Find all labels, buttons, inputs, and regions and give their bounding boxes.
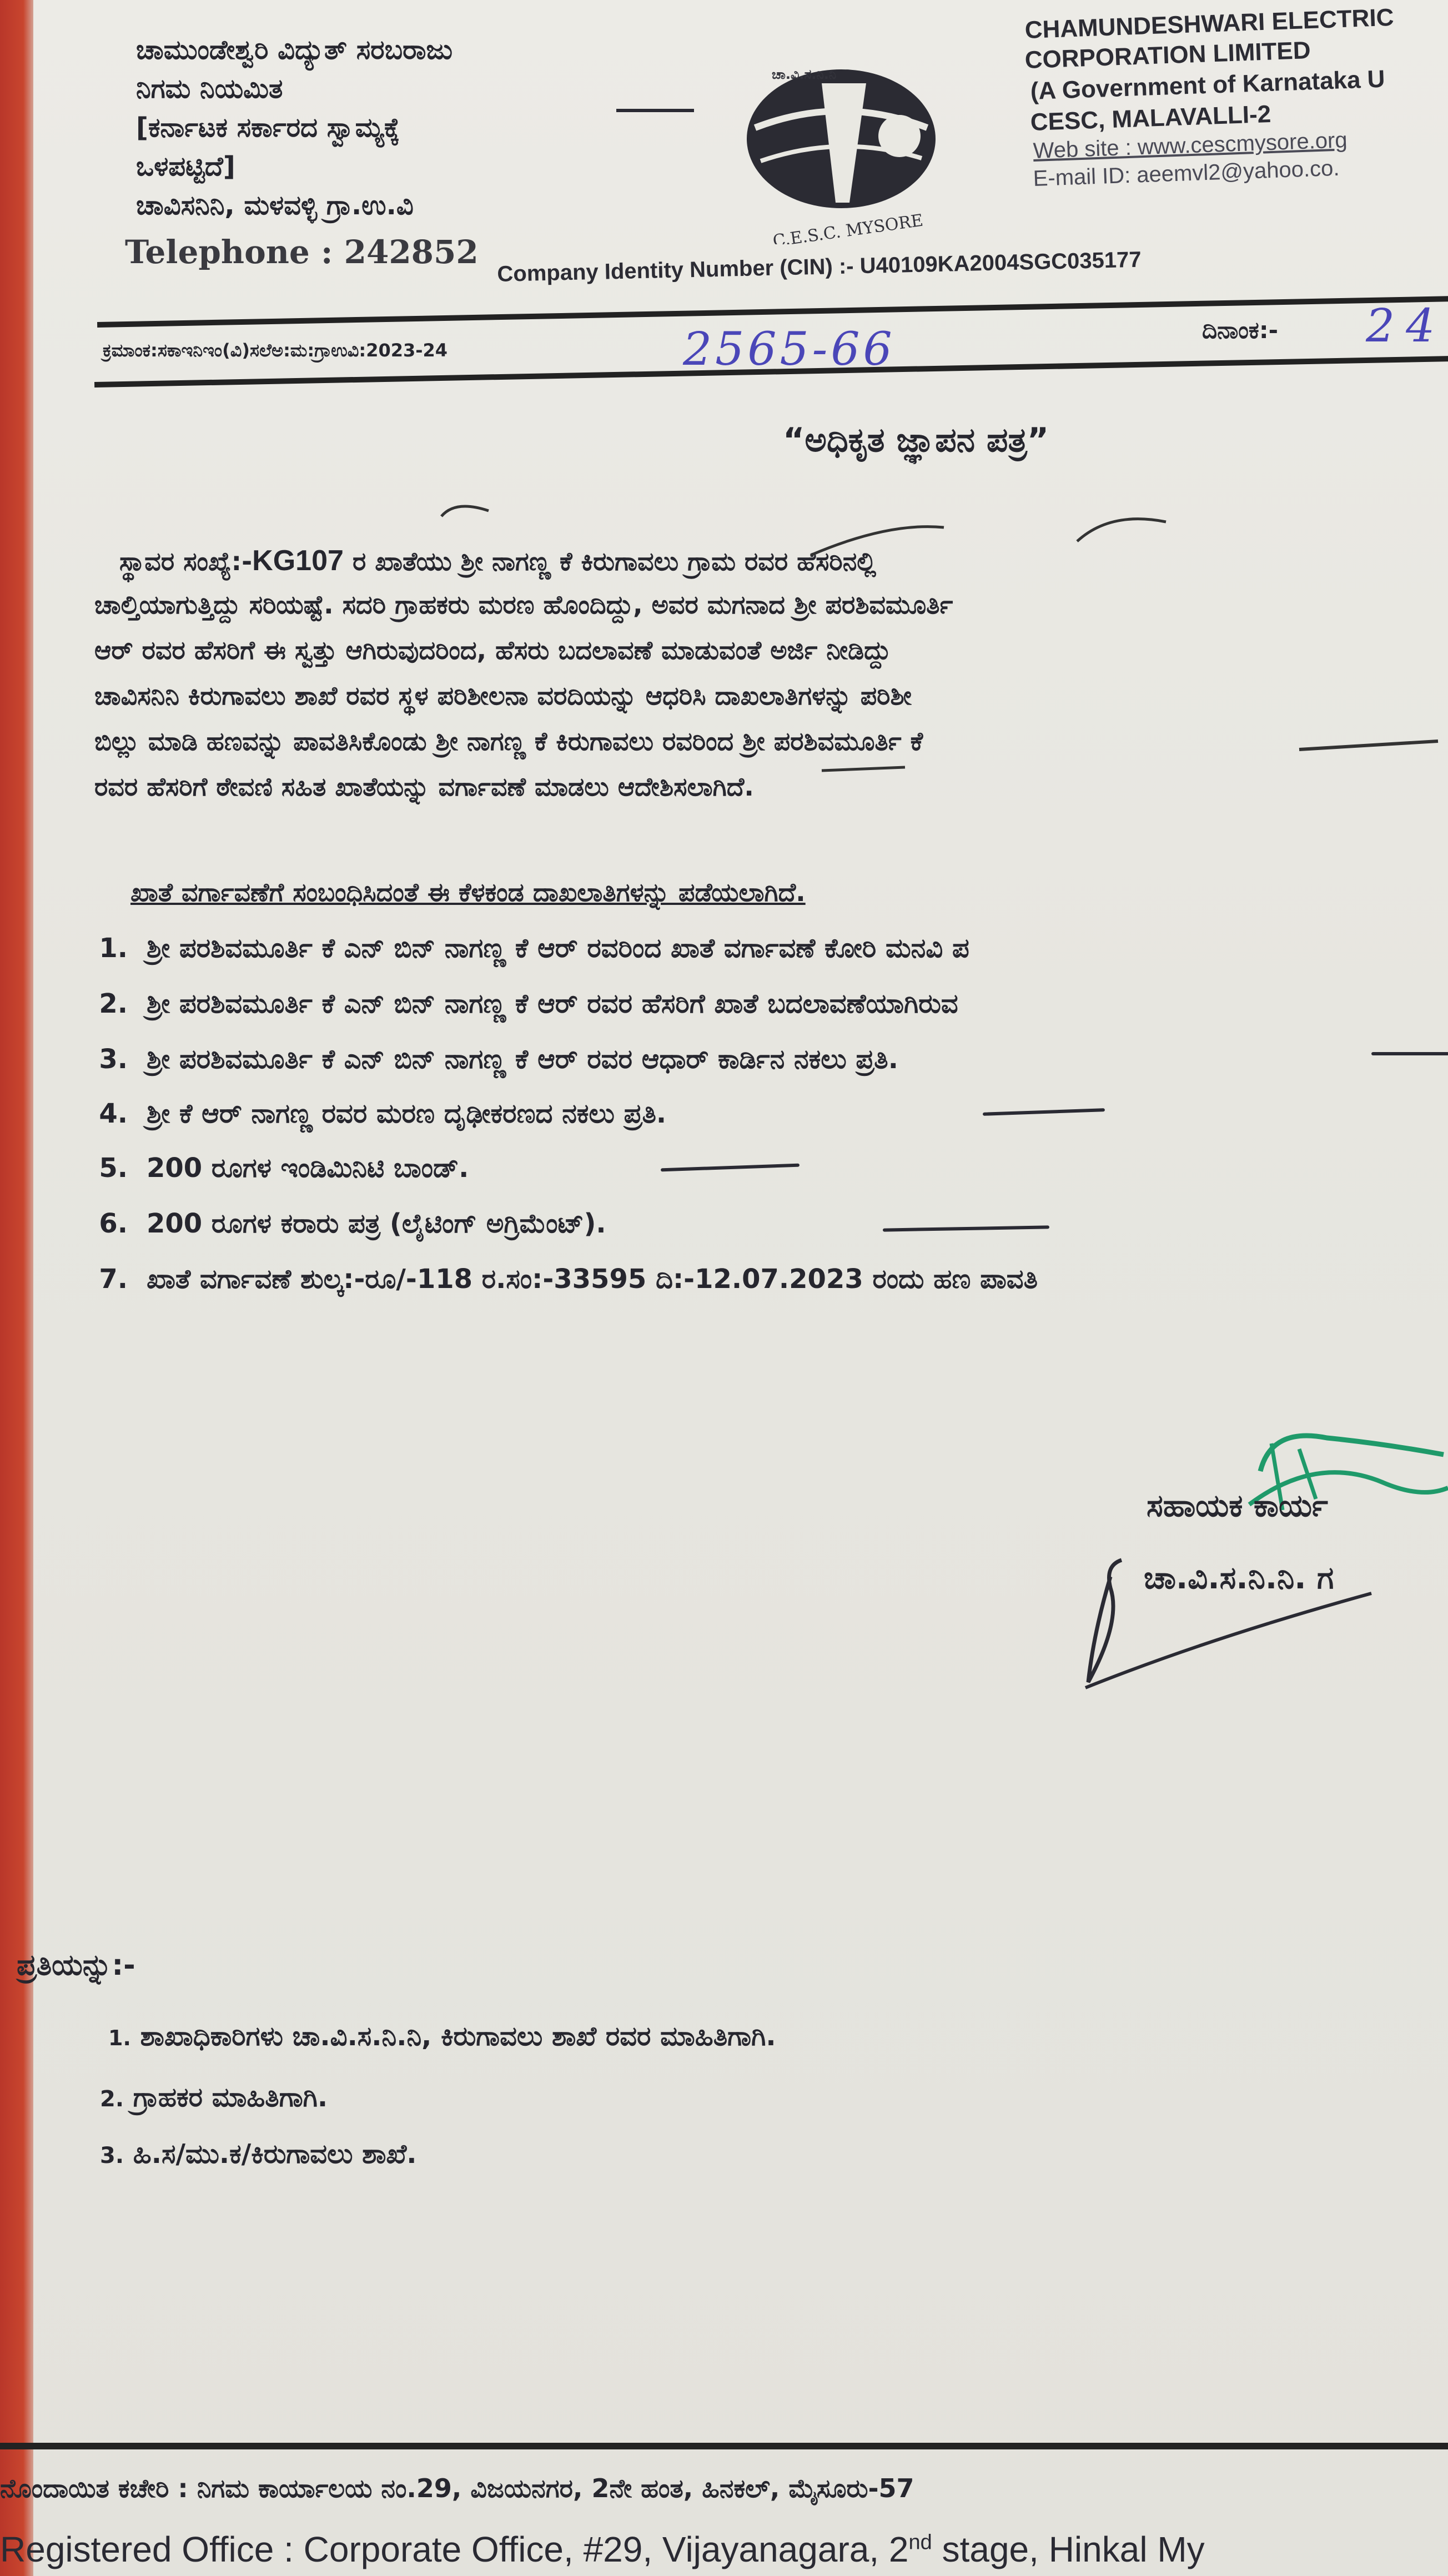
document-item-number: 5.	[99, 1153, 128, 1184]
document-item-text: ಖಾತೆ ವರ್ಗಾವಣೆ ಶುಲ್ಕ:-ರೂ/-118 ರ.ಸಂ:-33595 ದಿ:-12.07.2023 ರಂದು ಹಣ ಪಾವತಿ	[147, 1264, 1038, 1295]
copy-item-1	[108, 2021, 776, 2052]
installation-number: KG107	[252, 545, 344, 577]
logo-bottom-text: C.E.S.C. MYSORE	[771, 210, 924, 244]
installation-text: ರ ಖಾತೆಯು ಶ್ರೀ ನಾಗಣ್ಣ ಕೆ ಕಿರುಗಾವಲು ಗ್ರಾಮ ರವರ ಹೆಸರಿನಲ್ಲಿ	[343, 546, 877, 576]
documents-heading: ಖಾತೆ ವರ್ಗಾವಣೆಗೆ ಸಂಬಂಧಿಸಿದಂತೆ ಈ ಕೆಳಕಂಡ ದಾಖಲಾತಿಗಳನ್ನು ಪಡೆಯಲಾಗಿದೆ.	[130, 877, 806, 907]
document-item-7	[56, 1264, 1038, 1295]
check-tick-mark	[1371, 1052, 1448, 1055]
kn-office-line: ಚಾವಿಸನಿನಿ, ಮಳವಳ್ಳಿ ಗ್ರಾ.ಉ.ವಿ	[136, 190, 414, 221]
email-link[interactable]: E-mail ID: aeemvl2@yahoo.co.	[1033, 155, 1340, 191]
copy-item-text: ಶಾಖಾಧಿಕಾರಿಗಳು ಚಾ.ವಿ.ಸ.ನಿ.ನಿ, ಕಿರುಗಾವಲು ಶಾಖೆ ರವರ ಮಾಹಿತಿಗಾಗಿ.	[140, 2021, 776, 2052]
signatory-designation: ಸಹಾಯಕ ಕಾರ್ಯ	[1147, 1488, 1328, 1524]
document-item-4	[56, 1098, 666, 1130]
body-line-4: ಚಾವಿಸನಿನಿ ಕಿರುಗಾವಲು ಶಾಖೆ ರವರ ಸ್ಥಳ ಪರಿಶೀಲನಾ ವರದಿಯನ್ನು ಆಧರಿಸಿ ದಾಖಲಾತಿಗಳನ್ನು ಪರಿಶೀ	[94, 681, 912, 711]
body-line-5: ಬಿಲ್ಲು ಮಾಡಿ ಹಣವನ್ನು ಪಾವತಿಸಿಕೊಂಡು ಶ್ರೀ ನಾಗಣ್ಣ ಕೆ ಕಿರುಗಾವಲು ರವರಿಂದ ಶ್ರೀ ಪರಶಿವಮೂರ್ತಿ ಕೆ	[94, 726, 923, 756]
en-registered-office	[0, 2529, 1205, 2570]
en-company-line1: CHAMUNDESHWARI ELECTRIC	[1024, 3, 1395, 44]
document-item-number: 7.	[99, 1264, 128, 1295]
copy-item-text: ಗ್ರಾಹಕರ ಮಾಹಿತಿಗಾಗಿ.	[133, 2082, 328, 2113]
memo-title: “ಅಧಿಕೃತ ಜ್ಞಾಪನ ಪತ್ರ”	[783, 421, 1049, 460]
en-company-line4: CESC, MALAVALLI-2	[1030, 100, 1271, 136]
document-item-number: 3.	[99, 1044, 128, 1075]
document-item-text: ಶ್ರೀ ಪರಶಿವಮೂರ್ತಿ ಕೆ ಎನ್ ಬಿನ್ ನಾಗಣ್ಣ ಕೆ ಆರ್ ರವರ ಹೆಸರಿಗೆ ಖಾತೆ ಬದಲಾವಣೆಯಾಗಿರುವ	[147, 988, 958, 1019]
installation-label: ಸ್ಥಾವರ ಸಂಖ್ಯೆ:-	[119, 546, 253, 576]
document-item-text: ಶ್ರೀ ಪರಶಿವಮೂರ್ತಿ ಕೆ ಎನ್ ಬಿನ್ ನಾಗಣ್ಣ ಕೆ ಆರ್ ರವರಿಂದ ಖಾತೆ ವರ್ಗಾವಣೆ ಕೋರಿ ಮನವಿ ಪ	[147, 933, 969, 964]
footer-rule	[0, 2443, 1448, 2449]
document-item-5	[56, 1153, 469, 1184]
website-link[interactable]: Web site : www.cescmysore.org	[1033, 128, 1348, 163]
kn-company-line4: ಒಳಪಟ್ಟಿದೆ]	[136, 151, 235, 182]
copy-item-number: 1.	[108, 2026, 131, 2050]
document-item-2	[56, 988, 958, 1020]
copy-item-text: ಹಿ.ಸ/ಮು.ಕ/ಕಿರುಗಾವಲು ಶಾಖೆ.	[133, 2139, 417, 2170]
document-item-number: 6.	[99, 1208, 128, 1239]
en-registered-text-a: Registered Office : Corporate Office, #29, Vijayanagara, 2	[0, 2529, 909, 2569]
kn-company-line2: ನಿಗಮ ನಿಯಮಿತ	[136, 73, 283, 104]
handwritten-date: 24	[1366, 300, 1446, 353]
kn-company-line1: ಚಾಮುಂಡೇಶ್ವರಿ ವಿದ್ಯುತ್ ಸರಬರಾಜು	[136, 34, 452, 66]
document-item-text: 200 ರೂಗಳ ಕರಾರು ಪತ್ರ (ಲೈಟಿಂಗ್ ಅಗ್ರಿಮೆಂಟ್).	[147, 1208, 606, 1239]
document-item-number: 1.	[99, 933, 128, 964]
pen-underline-marks	[389, 489, 1444, 799]
copy-item-2	[100, 2082, 328, 2114]
body-line-6: ರವರ ಹೆಸರಿಗೆ ಠೇವಣಿ ಸಹಿತ ಖಾತೆಯನ್ನು ವರ್ಗಾವಣೆ ಮಾಡಲು ಆದೇಶಿಸಲಾಗಿದೆ.	[94, 772, 754, 802]
en-registered-text-b: stage, Hinkal My	[932, 2529, 1205, 2569]
reference-number-prefix: ಕ್ರಮಾಂಕ:ಸಕಾಇನಿಇಂ(ವಿ)ಸಲೆಅ:ಮ:ಗ್ರಾಉವಿ:2023-24	[103, 340, 448, 361]
document-item-6	[56, 1208, 606, 1240]
document-item-1	[56, 933, 969, 964]
body-line-3: ಆರ್ ರವರ ಹೆಸರಿಗೆ ಈ ಸ್ವತ್ತು ಆಗಿರುವುದರಿಂದ, ಹೆಸರು ಬದಲಾವಣೆ ಮಾಡುವಂತೆ ಅರ್ಜಿ ನೀಡಿದ್ದು	[94, 635, 891, 665]
handwritten-signature	[1072, 1521, 1382, 1704]
document-item-number: 2.	[99, 988, 128, 1019]
document-item-3	[56, 1044, 898, 1075]
body-line-2: ಚಾಲ್ತಿಯಾಗುತ್ತಿದ್ದು ಸರಿಯಷ್ಟೆ. ಸದರಿ ಗ್ರಾಹಕರು ಮರಣ ಹೊಂದಿದ್ದು, ಅವರ ಮಗನಾದ ಶ್ರೀ ಪರಶಿವಮೂರ್ತಿ	[94, 590, 953, 620]
logo-top-text: ಚಾ.ವಿ.ಸ.ನಿ.ನಿ	[772, 67, 837, 82]
copies-heading: ಪ್ರತಿಯನ್ನು:-	[17, 1949, 135, 1982]
document-item-text: ಶ್ರೀ ಪರಶಿವಮೂರ್ತಿ ಕೆ ಎನ್ ಬಿನ್ ನಾಗಣ್ಣ ಕೆ ಆರ್ ರವರ ಆಧಾರ್ ಕಾರ್ಡಿನ ನಕಲು ಪ್ರತಿ.	[147, 1044, 898, 1075]
kn-company-line3: [ಕರ್ನಾಟಕ ಸರ್ಕಾರದ ಸ್ವಾಮ್ಯಕ್ಕೆ	[136, 112, 400, 143]
document-item-text: 200 ರೂಗಳ ಇಂಡಿಮಿನಿಟಿ ಬಾಂಡ್.	[147, 1153, 469, 1184]
copy-item-number: 2.	[100, 2086, 124, 2112]
date-label: ದಿನಾಂಕ:-	[1202, 316, 1279, 344]
en-registered-sup: nd	[908, 2530, 932, 2554]
document-item-text: ಶ್ರೀ ಕೆ ಆರ್ ನಾಗಣ್ಣ ರವರ ಮರಣ ದೃಢೀಕರಣದ ನಕಲು ಪ್ರತಿ.	[147, 1098, 667, 1129]
copy-item-number: 3.	[100, 2143, 124, 2169]
telephone: Telephone : 242852	[125, 233, 479, 271]
signatory-office: ಚಾ.ವಿ.ಸ.ನಿ.ನಿ. ಗ	[1144, 1560, 1334, 1596]
handwritten-reference-number: 2565-66	[683, 323, 896, 376]
en-company-line2: CORPORATION LIMITED	[1024, 37, 1311, 74]
en-company-line3: (A Government of Karnataka U	[1030, 65, 1386, 105]
cin-line: Company Identity Number (CIN) :- U40109KA2004SGC035177	[497, 247, 1142, 286]
header-dash	[616, 109, 694, 112]
copy-item-3	[100, 2139, 417, 2170]
document-item-number: 4.	[99, 1098, 128, 1129]
cesc-logo	[738, 61, 988, 244]
kn-registered-office: ನೊಂದಾಯಿತ ಕಚೇರಿ : ನಿಗಮ ಕಾರ್ಯಾಲಯ ನಂ.29, ವಿಜಯನಗರ, 2ನೇ ಹಂತ, ಹಿನಕಲ್, ಮೈಸೂರು-57	[0, 2473, 914, 2503]
